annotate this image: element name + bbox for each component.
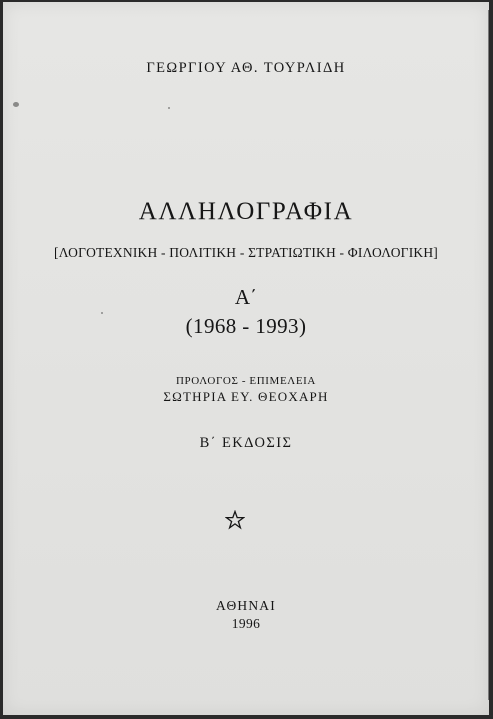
- paper-speck: [13, 102, 19, 107]
- editor-name: ΣΩΤΗΡΙΑ ΕΥ. ΘΕΟΧΑΡΗ: [163, 389, 329, 404]
- volume-number: Α΄: [234, 285, 258, 309]
- year-range: (1968 - 1993): [185, 314, 307, 338]
- paper-speck: [168, 107, 170, 109]
- book-subtitle: [ΛΟΓΟΤΕΧΝΙΚΗ - ΠΟΛΙΤΙΚΗ - ΣΤΡΑΤΙΩΤΙΚΗ - ΦΙΛΟΛΟΓΙΚΗ]: [54, 245, 438, 260]
- publication-year: 1996: [231, 616, 261, 631]
- book-title: ΑΛΛΗΛΟΓΡΑΦΙΑ: [138, 198, 354, 225]
- credit-label: ΠΡΟΛΟΓΟΣ - ΕΠΙΜΕΛΕΙΑ: [176, 375, 316, 387]
- star-outline-icon: [225, 510, 245, 530]
- cover-page: [3, 2, 489, 715]
- publication-place: ΑΘΗΝΑΙ: [216, 598, 276, 613]
- author-name: ΓΕΩΡΓΙΟΥ ΑΘ. ΤΟΥΡΛΙΔΗ: [146, 60, 346, 76]
- edition-label: Β΄ ΕΚΔΟΣΙΣ: [199, 435, 293, 451]
- page-edge-line: [488, 10, 489, 700]
